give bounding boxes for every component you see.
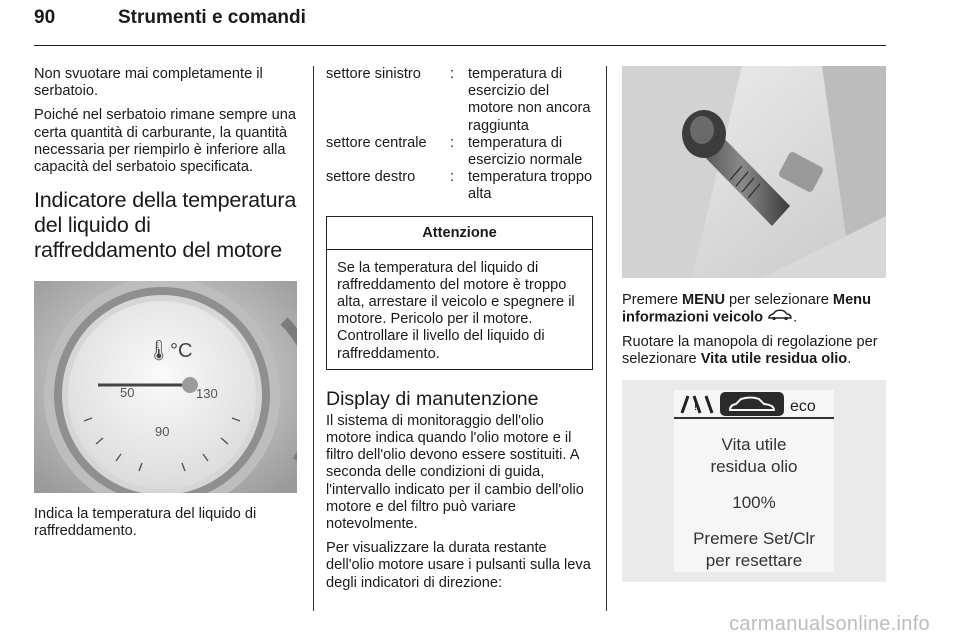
warning-text: Se la temperatura del liquido di raffreddamento del motore è troppo alta, arrestare il veicolo e spegnere il motore. Pericolo per il motore. Controllare il livello del liquido di raffreddamento. bbox=[337, 259, 575, 362]
page-header bbox=[34, 6, 886, 46]
display-percent: 100% bbox=[732, 493, 776, 513]
menu-button-label: MENU bbox=[682, 292, 725, 308]
page-number: 90 bbox=[34, 7, 56, 28]
gauge-tick-left: 50 bbox=[120, 385, 135, 401]
display-line2: residua olio bbox=[710, 457, 798, 477]
maintenance-heading: Display di manutenzione bbox=[326, 387, 539, 410]
sector-label: settore sinistro bbox=[326, 66, 421, 82]
coolant-gauge-photo bbox=[34, 281, 297, 493]
vehicle-info-menu-label: Menu informazioni veicolo bbox=[622, 292, 872, 326]
sector-value: temperatura troppo alta bbox=[468, 169, 593, 203]
text-run: Ruotare la manopola di regolazione per selezionare bbox=[622, 333, 878, 368]
display-line1: Vita utile bbox=[721, 435, 787, 455]
separator: : bbox=[450, 66, 455, 82]
warning-box bbox=[326, 216, 593, 370]
column-2 bbox=[326, 66, 593, 599]
display-line4: per resettare bbox=[705, 551, 803, 571]
sector-label: settore destro bbox=[326, 169, 416, 186]
sector-value: temperatura di esercizio del motore non ancora raggiunta bbox=[468, 66, 591, 134]
coolant-heading: Indicatore della temperatura del liquido di raffreddamento del motore bbox=[34, 188, 297, 263]
paragraph: Poiché nel serbatoio rimane sempre una certa quantità di carburante, la quantità necessaria per riempirlo è inferiore alla capacità del serbatoio specificata. bbox=[34, 107, 297, 176]
warning-title: Attenzione bbox=[327, 217, 592, 250]
text-run: . bbox=[847, 351, 852, 368]
display-line3: Premere Set/Clr bbox=[693, 529, 815, 549]
indicator-stalk-photo bbox=[622, 66, 886, 278]
table-row bbox=[326, 135, 593, 169]
instruction-menu bbox=[622, 292, 886, 327]
column-divider-1 bbox=[313, 66, 314, 611]
display-tab-eco: eco bbox=[790, 398, 816, 416]
paragraph: Non svuotare mai completamente il serbatoio. bbox=[34, 66, 263, 100]
watermark: carmanualsonline.info bbox=[729, 613, 930, 635]
oil-life-display-photo bbox=[622, 380, 886, 582]
paragraph: Per visualizzare la durata restante dell'olio motore usare i pulsanti sulla leva degli indicatori di direzione: bbox=[326, 540, 591, 591]
column-3 bbox=[622, 66, 886, 582]
gauge-unit: °C bbox=[170, 340, 193, 363]
oil-life-label: Vita utile residua olio bbox=[700, 351, 848, 368]
gauge-tick-right: 130 bbox=[196, 386, 218, 402]
car-icon bbox=[767, 309, 793, 326]
text-run: Premere bbox=[622, 292, 683, 308]
text-run: . bbox=[793, 309, 798, 326]
paragraph: Il sistema di monitoraggio dell'olio motore indica quando l'olio motore e il filtro dell'olio devono essere sostituiti. A seconda delle condizioni di guida, l'intervallo indicato per il cambio dell'olio motore e del filtro può variare notevolmente. bbox=[326, 412, 584, 533]
separator: : bbox=[450, 134, 455, 151]
temperature-sector-table bbox=[326, 66, 593, 204]
table-row bbox=[326, 66, 593, 135]
section-title: Strumenti e comandi bbox=[118, 7, 306, 28]
svg-text:!: ! bbox=[694, 401, 698, 414]
gauge-tick-bottom: 90 bbox=[155, 424, 170, 440]
gauge-caption: Indica la temperatura del liquido di raffreddamento. bbox=[34, 506, 257, 540]
text-run: per selezionare bbox=[725, 292, 833, 308]
column-divider-2 bbox=[606, 66, 607, 611]
sector-label: settore centrale bbox=[326, 134, 427, 151]
sector-value: temperatura di esercizio normale bbox=[468, 134, 583, 169]
separator: : bbox=[450, 169, 455, 186]
column-1 bbox=[34, 66, 299, 548]
table-row bbox=[326, 169, 593, 203]
instruction-knob bbox=[622, 334, 886, 368]
thermometer-icon: 🌡 bbox=[146, 338, 172, 363]
